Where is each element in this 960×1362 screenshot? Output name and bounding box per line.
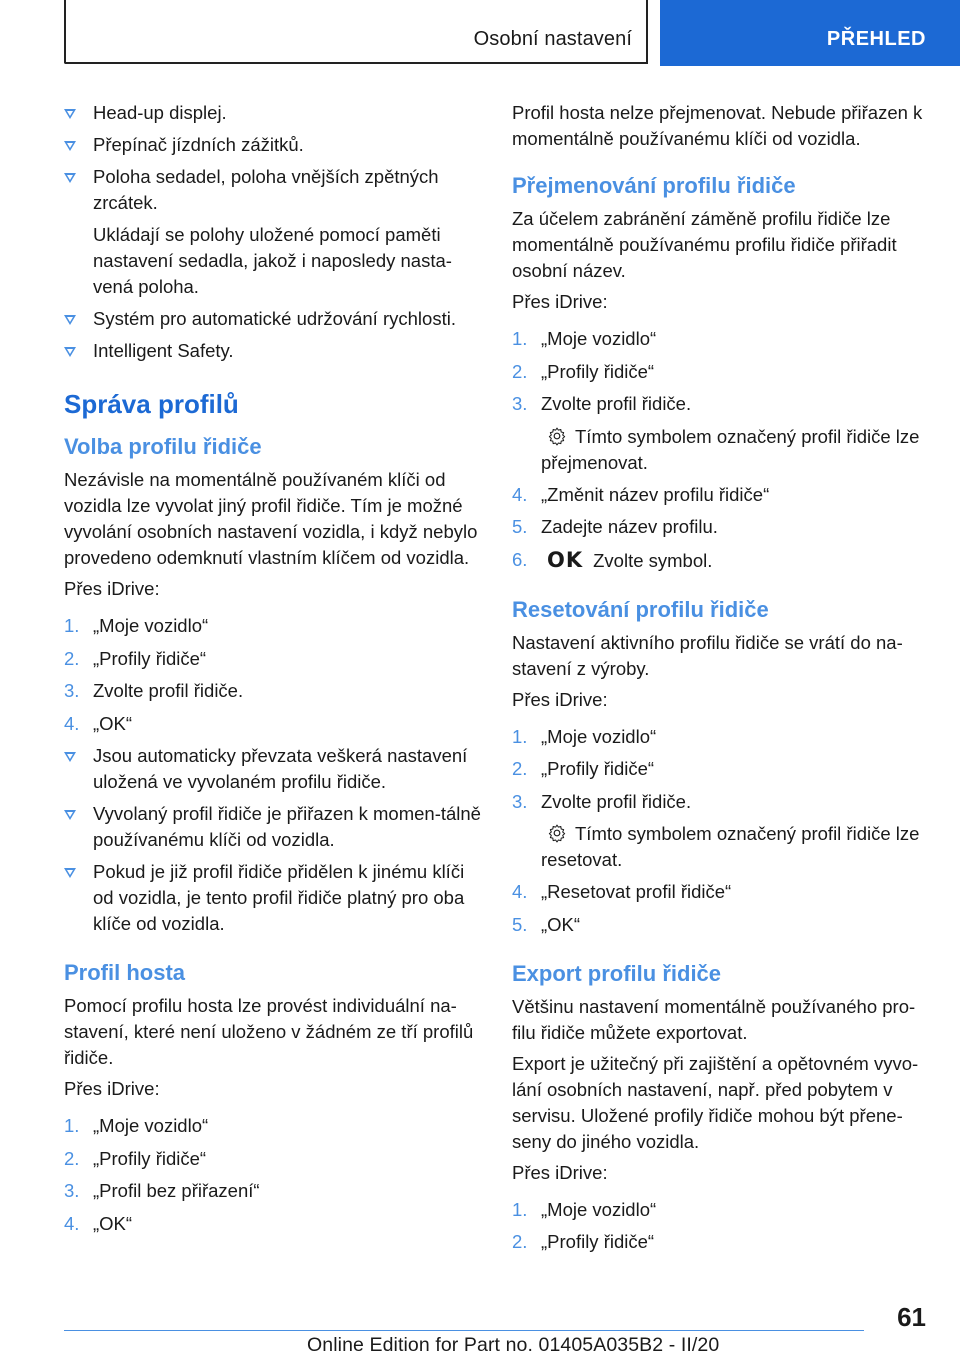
step-item: 2. „Profily řidiče“	[512, 1231, 655, 1252]
footer-edition: Online Edition for Part no. 01405A035B2 - II/20	[307, 1334, 720, 1356]
idrive-intro: Přes iDrive:	[64, 1078, 160, 1099]
step-item: 1. „Moje vozidlo“	[512, 328, 657, 349]
step-item: 2. „Profily řidiče“	[64, 1147, 207, 1169]
paragraph: Většinu nastavení momentálně používaného pro‐filu řidiče můžete exportovat.	[512, 995, 916, 1043]
idrive-intro: Přes iDrive:	[512, 688, 608, 710]
step-item: 2. „Profily řidiče“	[512, 758, 655, 779]
section-heading-sprava-profilu: Správa profilů	[64, 389, 239, 419]
list-item: Poloha sedadel, poloha vnějších zpětných zrcátek.	[64, 164, 484, 216]
left-column	[64, 100, 484, 1243]
step-item: 5. Zadejte název profilu.	[512, 516, 718, 537]
step-item: 5. „OK“	[512, 913, 581, 935]
triangle-bullet-icon	[64, 141, 76, 151]
header-section-title: Osobní nastavení	[473, 28, 632, 50]
step-item: 3. Zvolte profil řidiče.	[64, 680, 244, 701]
gear-icon	[547, 426, 567, 446]
triangle-bullet-icon	[64, 173, 76, 183]
header-chapter-title: PŘEHLED	[826, 28, 926, 50]
triangle-bullet-icon	[64, 315, 76, 325]
step-item: 4. „OK“	[64, 1212, 133, 1234]
right-column	[512, 100, 932, 1262]
idrive-intro: Přes iDrive:	[512, 291, 608, 312]
paragraph: Profil hosta nelze přejmenovat. Nebude přiřazen k momentálně používanému klíči od vozidla.	[512, 102, 923, 149]
triangle-bullet-icon	[64, 752, 76, 762]
step-item: 3. Zvolte profil řidiče.	[512, 393, 692, 414]
page-number: 61	[897, 1302, 926, 1332]
list-item: Jsou automaticky převzata veškerá nastavení uložená ve vyvolaném profilu řidiče.	[64, 743, 484, 795]
subheading-export-profilu: Export profilu řidiče	[512, 960, 722, 986]
step-item: 3. Zvolte profil řidiče.	[512, 790, 692, 812]
list-item: Přepínač jízdních zážitků.	[64, 132, 484, 158]
header-chapter-tab	[660, 0, 960, 66]
subheading-volba-profilu: Volba profilu řidiče	[64, 434, 262, 459]
symbol-note: Tímto symbolem označený profil řidiče lze přejmenovat.	[541, 425, 920, 473]
paragraph: Za účelem zabránění záměně profilu řidiče lze momentálně používanému profilu řidiče přiřadit osobní název.	[512, 208, 897, 281]
step-item: 1. „Moje vozidlo“	[512, 1198, 657, 1220]
list-item: Vyvolaný profil řidiče je přiřazen k momen‐tálně používanému klíči od vozidla.	[64, 801, 484, 853]
step-item: 2. „Profily řidiče“	[64, 647, 207, 669]
header-section-tab	[64, 0, 648, 64]
list-item: Pokud je již profil řidiče přidělen k jinému klíči od vozidla, je tento profil řidiče platný pro oba klíče od vozidla.	[64, 859, 484, 937]
step-item: 2. „Profily řidiče“	[512, 360, 655, 382]
gear-icon	[547, 823, 567, 843]
paragraph: Pomocí profilu hosta lze provést individuální na‐stavení, které není uloženo v žádném ze tří profilů řidiče.	[64, 995, 474, 1068]
list-item-detail: Ukládají se polohy uložené pomocí paměti nastavení sedadla, jakož i naposledy nasta‐vená poloha.	[93, 224, 452, 297]
step-item: 3. „Profil bez přiřazení“	[64, 1180, 260, 1201]
subheading-prejmenovani-profilu: Přejmenování profilu řidiče	[512, 173, 796, 198]
step-item: 4. „Resetovat profil řidiče“	[512, 881, 732, 902]
triangle-bullet-icon	[64, 109, 76, 119]
triangle-bullet-icon	[64, 868, 76, 878]
triangle-bullet-icon	[64, 347, 76, 357]
paragraph: Nezávisle na momentálně používaném klíči od vozidla lze vyvolat jiný profil řidiče. Tím je možné vyvolání osobních nastavení vozidla, i když nebylo provedeno odemknutí vlastním klíčem od vozidla.	[64, 469, 478, 568]
idrive-intro: Přes iDrive:	[512, 1161, 608, 1183]
step-item: 6. OK Zvolte symbol.	[512, 547, 713, 572]
list-item: Head-up displej.	[64, 100, 484, 126]
ok-symbol-icon: OK	[547, 547, 584, 572]
step-item: 1. „Moje vozidlo“	[64, 1115, 209, 1136]
symbol-note: Tímto symbolem označený profil řidiče lze resetovat.	[541, 823, 920, 870]
step-item: 1. „Moje vozidlo“	[512, 725, 657, 747]
list-item: Systém pro automatické udržování rychlosti.	[64, 306, 484, 332]
footer-divider	[64, 1330, 864, 1331]
step-item: 4. „OK“	[64, 712, 133, 734]
subheading-resetovani-profilu: Resetování profilu řidiče	[512, 596, 769, 622]
paragraph: Export je užitečný při zajištění a opětovném vyvo‐lání osobních nastavení, např. před pobytem v servisu. Uložené profily řidiče mohou být přene‐seny do jiného vozidla.	[512, 1052, 919, 1152]
paragraph: Nastavení aktivního profilu řidiče se vrátí do na‐stavení z výroby.	[512, 631, 903, 679]
triangle-bullet-icon	[64, 810, 76, 820]
list-item: Intelligent Safety.	[64, 338, 484, 364]
idrive-intro: Přes iDrive:	[64, 578, 160, 599]
step-item: 4. „Změnit název profilu řidiče“	[512, 483, 770, 505]
subheading-profil-hosta: Profil hosta	[64, 960, 186, 985]
step-item: 1. „Moje vozidlo“	[64, 615, 209, 636]
